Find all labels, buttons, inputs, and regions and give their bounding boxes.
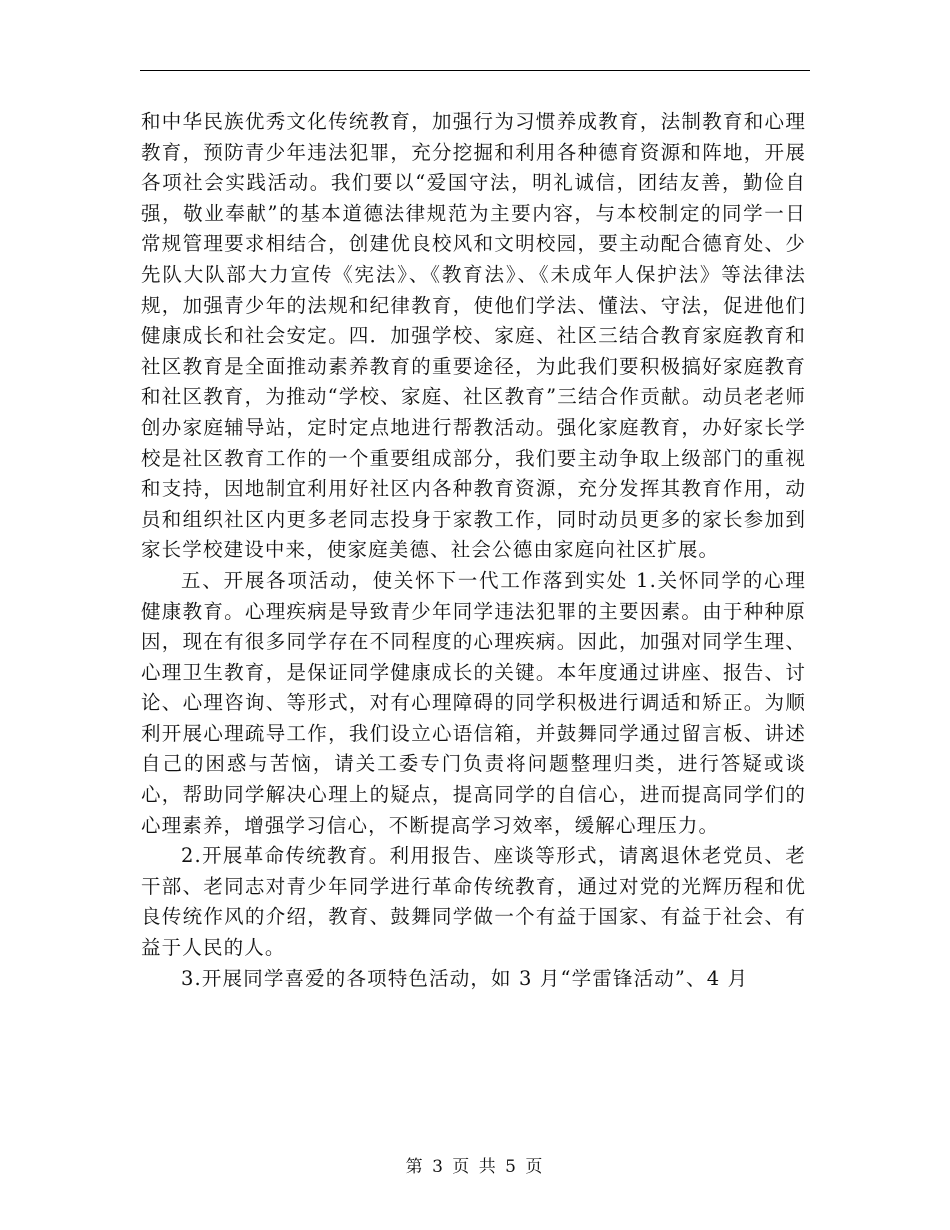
header-rule bbox=[140, 70, 810, 71]
paragraph-4: 3.开展同学喜爱的各项特色活动，如 3 月“学雷锋活动”、4 月 bbox=[181, 966, 749, 990]
paragraph-1: 和中华民族优秀文化传统教育，加强行为习惯养成教育，法制教育和心理教育，预防青少年违法犯罪，充分挖掘和利用各种德育资源和阵地，开展各项社会实践活动。我们要以“爱国守法，明礼诚信，团结友善，勤俭自强，敬业奉献”的基本道德法律规范为主要内容，与本校制定的同学一日常规管理要求相结合，创建优良校风和文明校园，要主动配合德育处、少先队大队部大力宣传《宪法》、《教育法》、《未成年人保护法》等法律法规，加强青少年的法规和纪律教育，使他们学法、懂法、守法，促进他们健康成长和社会安定。四．加强学校、家庭、社区三结合教育家庭教育和社区教育是全面推动素养教育的重要途径，为此我们要积极搞好家庭教育和社区教育，为推动“学校、家庭、社区教育”三结合作贡献。动员老老师创办家庭辅导站，定时定点地进行帮教活动。强化家庭教育，办好家长学校是社区教育工作的一个重要组成部分，我们要主动争取上级部门的重视和支持，因地制宜利用好社区内各种教育资源，充分发挥其教育作用，动员和组织社区内更多老同志投身于家教工作，同时动员更多的家长参加到家长学校建设中来，使家庭美德、社会公德由家庭向社区扩展。 bbox=[141, 110, 806, 562]
paragraph-2: 五、开展各项活动，使关怀下一代工作落到实处 1.关怀同学的心理健康教育。心理疾病是导致青少年同学违法犯罪的主要因素。由于种种原因，现在有很多同学存在不同程度的心理疾病。因此，加强对同学生理、心理卫生教育，是保证同学健康成长的关键。本年度通过讲座、报告、讨论、心理咨询、等形式，对有心理障碍的同学积极进行调适和矫正。为顺利开展心理疏导工作，我们设立心语信箱，并鼓舞同学通过留言板、讲述自己的困惑与苦恼，请关工委专门负责将问题整理归类，进行答疑或谈心，帮助同学解决心理上的疑点，提高同学的自信心，进而提高同学们的心理素养，增强学习信心，不断提高学习效率，缓解心理压力。 bbox=[141, 568, 806, 837]
page-number-footer: 第 3 页 共 5 页 bbox=[405, 1157, 545, 1177]
paragraph-3: 2.开展革命传统教育。利用报告、座谈等形式，请离退休老党员、老干部、老同志对青少年同学进行革命传统教育，通过对党的光辉历程和优良传统作风的介绍，教育、鼓舞同学做一个有益于国家、有益于社会、有益于人民的人。 bbox=[141, 844, 806, 960]
document-body bbox=[141, 107, 806, 994]
